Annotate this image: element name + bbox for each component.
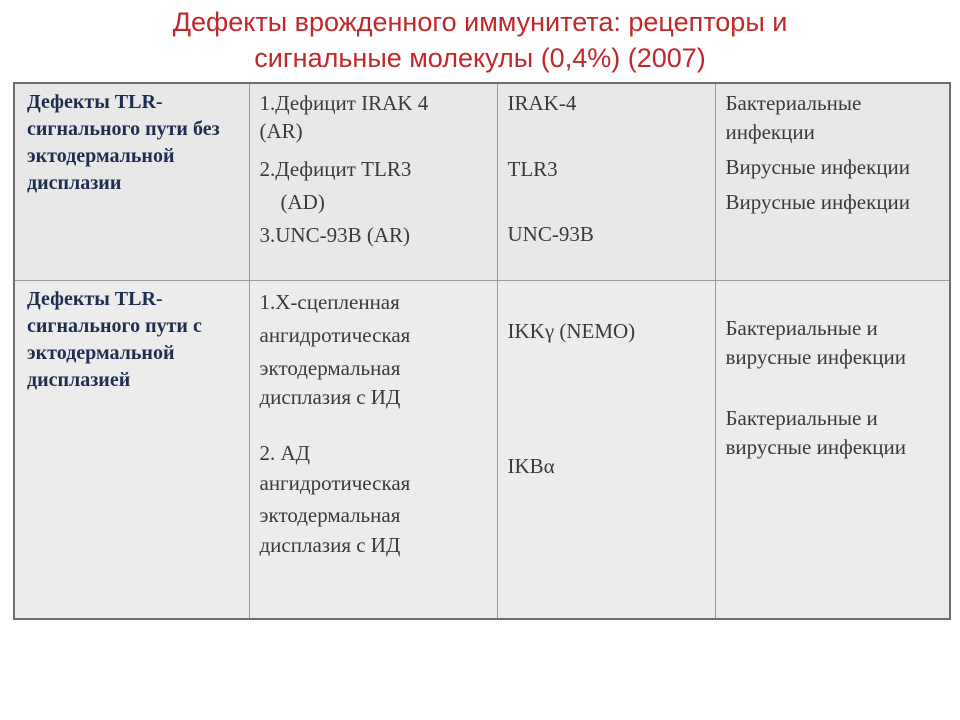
infection-entry: Бактериальные и вирусные инфекции xyxy=(725,316,906,369)
deficiency-line: 1.Х-сцепленная xyxy=(259,290,400,314)
category-cell: Дефекты TLR-сигнального пути без эктодермальной дисплазии xyxy=(14,83,249,281)
deficiency-line: (AR) xyxy=(259,119,303,143)
gene-label: UNC-93B xyxy=(507,222,594,246)
gene-cell xyxy=(497,281,715,620)
deficiency-line: (AD) xyxy=(280,190,325,214)
deficiency-line: 1.Дефицит IRAK 4 xyxy=(259,91,429,115)
category-cell: Дефекты TLR-сигнального пути с эктодермальной дисплазией xyxy=(14,281,249,620)
deficiency-line: 3.UNC-93B (AR) xyxy=(259,223,410,247)
table-row xyxy=(14,83,950,281)
deficiency-line: 2. АД xyxy=(259,441,310,465)
infection-cell xyxy=(715,281,950,620)
gene-label: TLR3 xyxy=(507,157,558,181)
gene-label: IRAK-4 xyxy=(507,91,577,115)
gene-label: IKBα xyxy=(507,454,555,478)
deficiency-line: дисплазия с ИД xyxy=(259,533,401,557)
deficiency-line: дисплазия с ИД xyxy=(259,385,401,409)
slide-title-line-1: Дефекты врожденного иммунитета: рецепторы и xyxy=(172,7,788,37)
infection-entry: Бактериальные инфекции xyxy=(725,91,862,144)
slide-title-line-2: сигнальные молекулы (0,4%) (2007) xyxy=(254,43,706,73)
gene-cell xyxy=(497,83,715,281)
infection-entry: Вирусные инфекции xyxy=(725,155,911,179)
slide-title xyxy=(40,4,920,76)
infection-cell xyxy=(715,83,950,281)
deficiency-line: ангидротическая xyxy=(259,323,411,347)
deficiency-line: эктодермальная xyxy=(259,503,401,527)
defects-table xyxy=(13,82,951,620)
deficiency-line: ангидротическая xyxy=(259,471,411,495)
gene-label: IKKγ (NEMO) xyxy=(507,319,636,343)
infection-entry: Вирусные инфекции xyxy=(725,190,911,214)
infection-entry: Бактериальные и вирусные инфекции xyxy=(725,406,906,459)
deficiency-line: эктодермальная xyxy=(259,356,401,380)
deficiency-cell xyxy=(249,83,497,281)
table-row xyxy=(14,281,950,620)
deficiency-line: 2.Дефицит TLR3 xyxy=(259,157,412,181)
deficiency-cell xyxy=(249,281,497,620)
